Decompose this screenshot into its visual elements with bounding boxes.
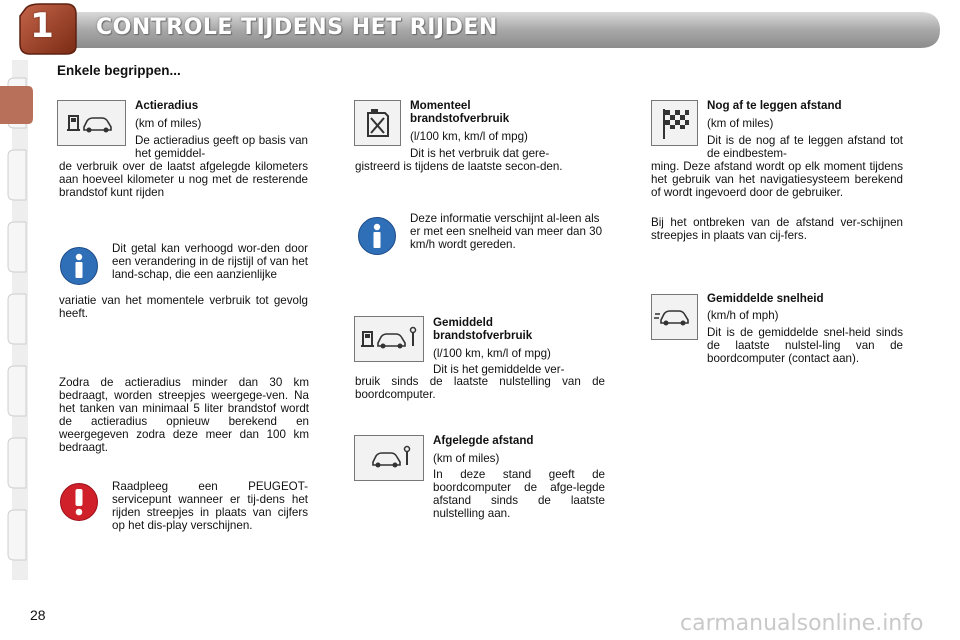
checkered-flag-icon [651, 100, 698, 146]
average-consumption-text-indented: Dit is het gemiddelde ver- [433, 363, 565, 376]
range-unit: (km of miles) [135, 117, 202, 130]
range-info-note-indented: Dit getal kan verhoogd wor-den door een verandering in de rijstijl of van het land-schap, die een aanzienlijke [112, 242, 308, 281]
current-consumption-title-1: Momenteel [410, 99, 471, 112]
average-speed-unit: (km/h of mph) [707, 309, 779, 322]
range-icon [57, 100, 126, 146]
range-text: de verbruik over de laatst afgelegde kilometers aan hoeveel kilometer u nog met de resterende brandstof kunt rijden [59, 160, 308, 199]
warning-icon [59, 482, 99, 522]
average-consumption-title-2: brandstofverbruik [433, 329, 533, 342]
average-consumption-text: bruik sinds de laatste nulstelling van de boordcomputer. [355, 375, 605, 401]
section-title: Enkele begrippen... [57, 63, 181, 78]
average-consumption-icon [354, 316, 424, 362]
current-consumption-unit: (l/100 km, km/l of mpg) [410, 130, 528, 143]
chapter-number: 1 [30, 6, 54, 46]
remaining-distance-extra: Bij het ontbreken van de afstand ver-schijnen streepjes in plaats van cij-fers. [651, 216, 903, 242]
remaining-distance-unit: (km of miles) [707, 117, 774, 130]
watermark: carmanualsonline.info [680, 611, 924, 636]
range-below-30-text: Zodra de actieradius minder dan 30 km bedraagt, worden streepjes weergege-ven. Na het tanken van minimaal 5 liter brandstof wordt de actieradius opnieuw berekend en weergegeven zodra deze meer dan 100 km bedraagt. [59, 376, 309, 454]
range-text-indented: De actieradius geeft op basis van het gemiddel- [135, 134, 308, 160]
current-consumption-text: gistreerd is tijdens de laatste secon-den. [355, 160, 563, 173]
average-consumption-unit: (l/100 km, km/l of mpg) [433, 347, 551, 360]
distance-travelled-title: Afgelegde afstand [433, 434, 534, 447]
range-title: Actieradius [135, 99, 199, 112]
current-consumption-title-2: brandstofverbruik [410, 112, 510, 125]
average-speed-text: Dit is de gemiddelde snel-heid sinds de laatste nulstel-ling van de boordcomputer (contact aan). [707, 326, 903, 365]
info-icon [357, 216, 397, 256]
active-chapter-tab [0, 84, 34, 126]
distance-travelled-unit: (km of miles) [433, 452, 500, 465]
remaining-distance-title: Nog af te leggen afstand [707, 99, 842, 112]
distance-travelled-icon [354, 435, 424, 481]
range-info-note: variatie van het momentele verbruik tot gevolg heeft. [59, 294, 308, 320]
page-title: CONTROLE TIJDENS HET RIJDEN [96, 15, 498, 40]
page-number: 28 [30, 607, 46, 623]
fuel-can-icon [354, 100, 401, 146]
current-consumption-text-indented: Dit is het verbruik dat gere- [410, 147, 550, 160]
chapter-tabs [0, 60, 30, 580]
warning-note: Raadpleeg een PEUGEOT-servicepunt wanneer er tij-dens het rijden streepjes in plaats van cijfers op het dis-play verschijnen. [112, 480, 308, 532]
average-consumption-title-1: Gemiddeld [433, 316, 493, 329]
current-consumption-info-note: Deze informatie verschijnt al-leen als er met een snelheid van meer dan 30 km/h wordt gereden. [410, 212, 603, 251]
average-speed-title: Gemiddelde snelheid [707, 292, 824, 305]
distance-travelled-text: In deze stand geeft de boordcomputer de afge-legde afstand sinds de laatste nulstelling aan. [433, 468, 605, 520]
remaining-distance-text: ming. Deze afstand wordt op elk moment tijdens het gebruik van het navigatiesysteem berekend of wordt ingevoerd door de gebruiker. [651, 160, 903, 199]
info-icon [59, 246, 99, 286]
remaining-distance-text-indented: Dit is de nog af te leggen afstand tot de eindbestem- [707, 134, 903, 160]
average-speed-icon [651, 294, 698, 340]
